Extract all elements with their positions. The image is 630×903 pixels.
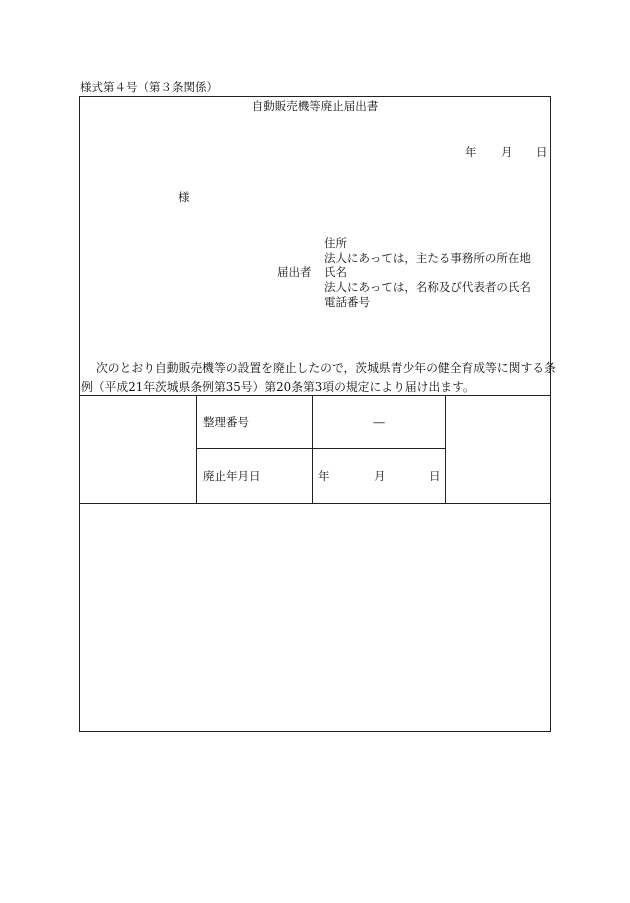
date-day-label: 日 — [536, 145, 548, 159]
notifier-address-note: 法人にあっては，主たる事務所の所在地 — [324, 251, 531, 265]
date-month-label: 月 — [501, 145, 513, 159]
notifier-name-note: 法人にあっては，名称及び代表者の氏名 — [324, 280, 531, 294]
registration-number-label: 整理番号 — [203, 415, 249, 429]
form-label: 様式第４号（第３条関係） — [80, 80, 218, 94]
notifier-address-label: 住所 — [324, 236, 347, 250]
outer-border-left — [79, 96, 80, 732]
outer-border-right — [550, 96, 551, 732]
outer-border-top — [79, 96, 551, 97]
outer-border-bottom — [79, 731, 551, 732]
abolition-month-label: 月 — [374, 469, 386, 483]
abolition-day-label: 日 — [429, 469, 441, 483]
table-row-divider — [197, 448, 446, 449]
statement-line-2: 例（平成21年茨城県条例第35号）第20条第3項の規定により届け出ます。 — [81, 380, 475, 394]
addressee-suffix: 様 — [178, 190, 190, 204]
statement-line-1: 次のとおり自動販売機等の設置を廃止したので，茨城県青少年の健全育成等に関する条 — [96, 361, 556, 375]
abolition-year-label: 年 — [318, 469, 330, 483]
document-title: 自動販売機等廃止届出書 — [251, 99, 379, 113]
table-col-divider-3 — [445, 395, 446, 504]
notifier-label: 届出者 — [277, 265, 312, 279]
table-border-bottom — [79, 503, 551, 504]
notifier-phone-label: 電話番号 — [324, 295, 370, 309]
table-col-divider-2 — [312, 395, 313, 504]
table-col-divider-1 — [196, 395, 197, 504]
registration-number-value: ― — [373, 415, 385, 429]
notifier-name-label: 氏名 — [324, 265, 347, 279]
abolition-date-label: 廃止年月日 — [203, 469, 261, 483]
table-border-top — [79, 395, 551, 396]
date-year-label: 年 — [465, 145, 477, 159]
